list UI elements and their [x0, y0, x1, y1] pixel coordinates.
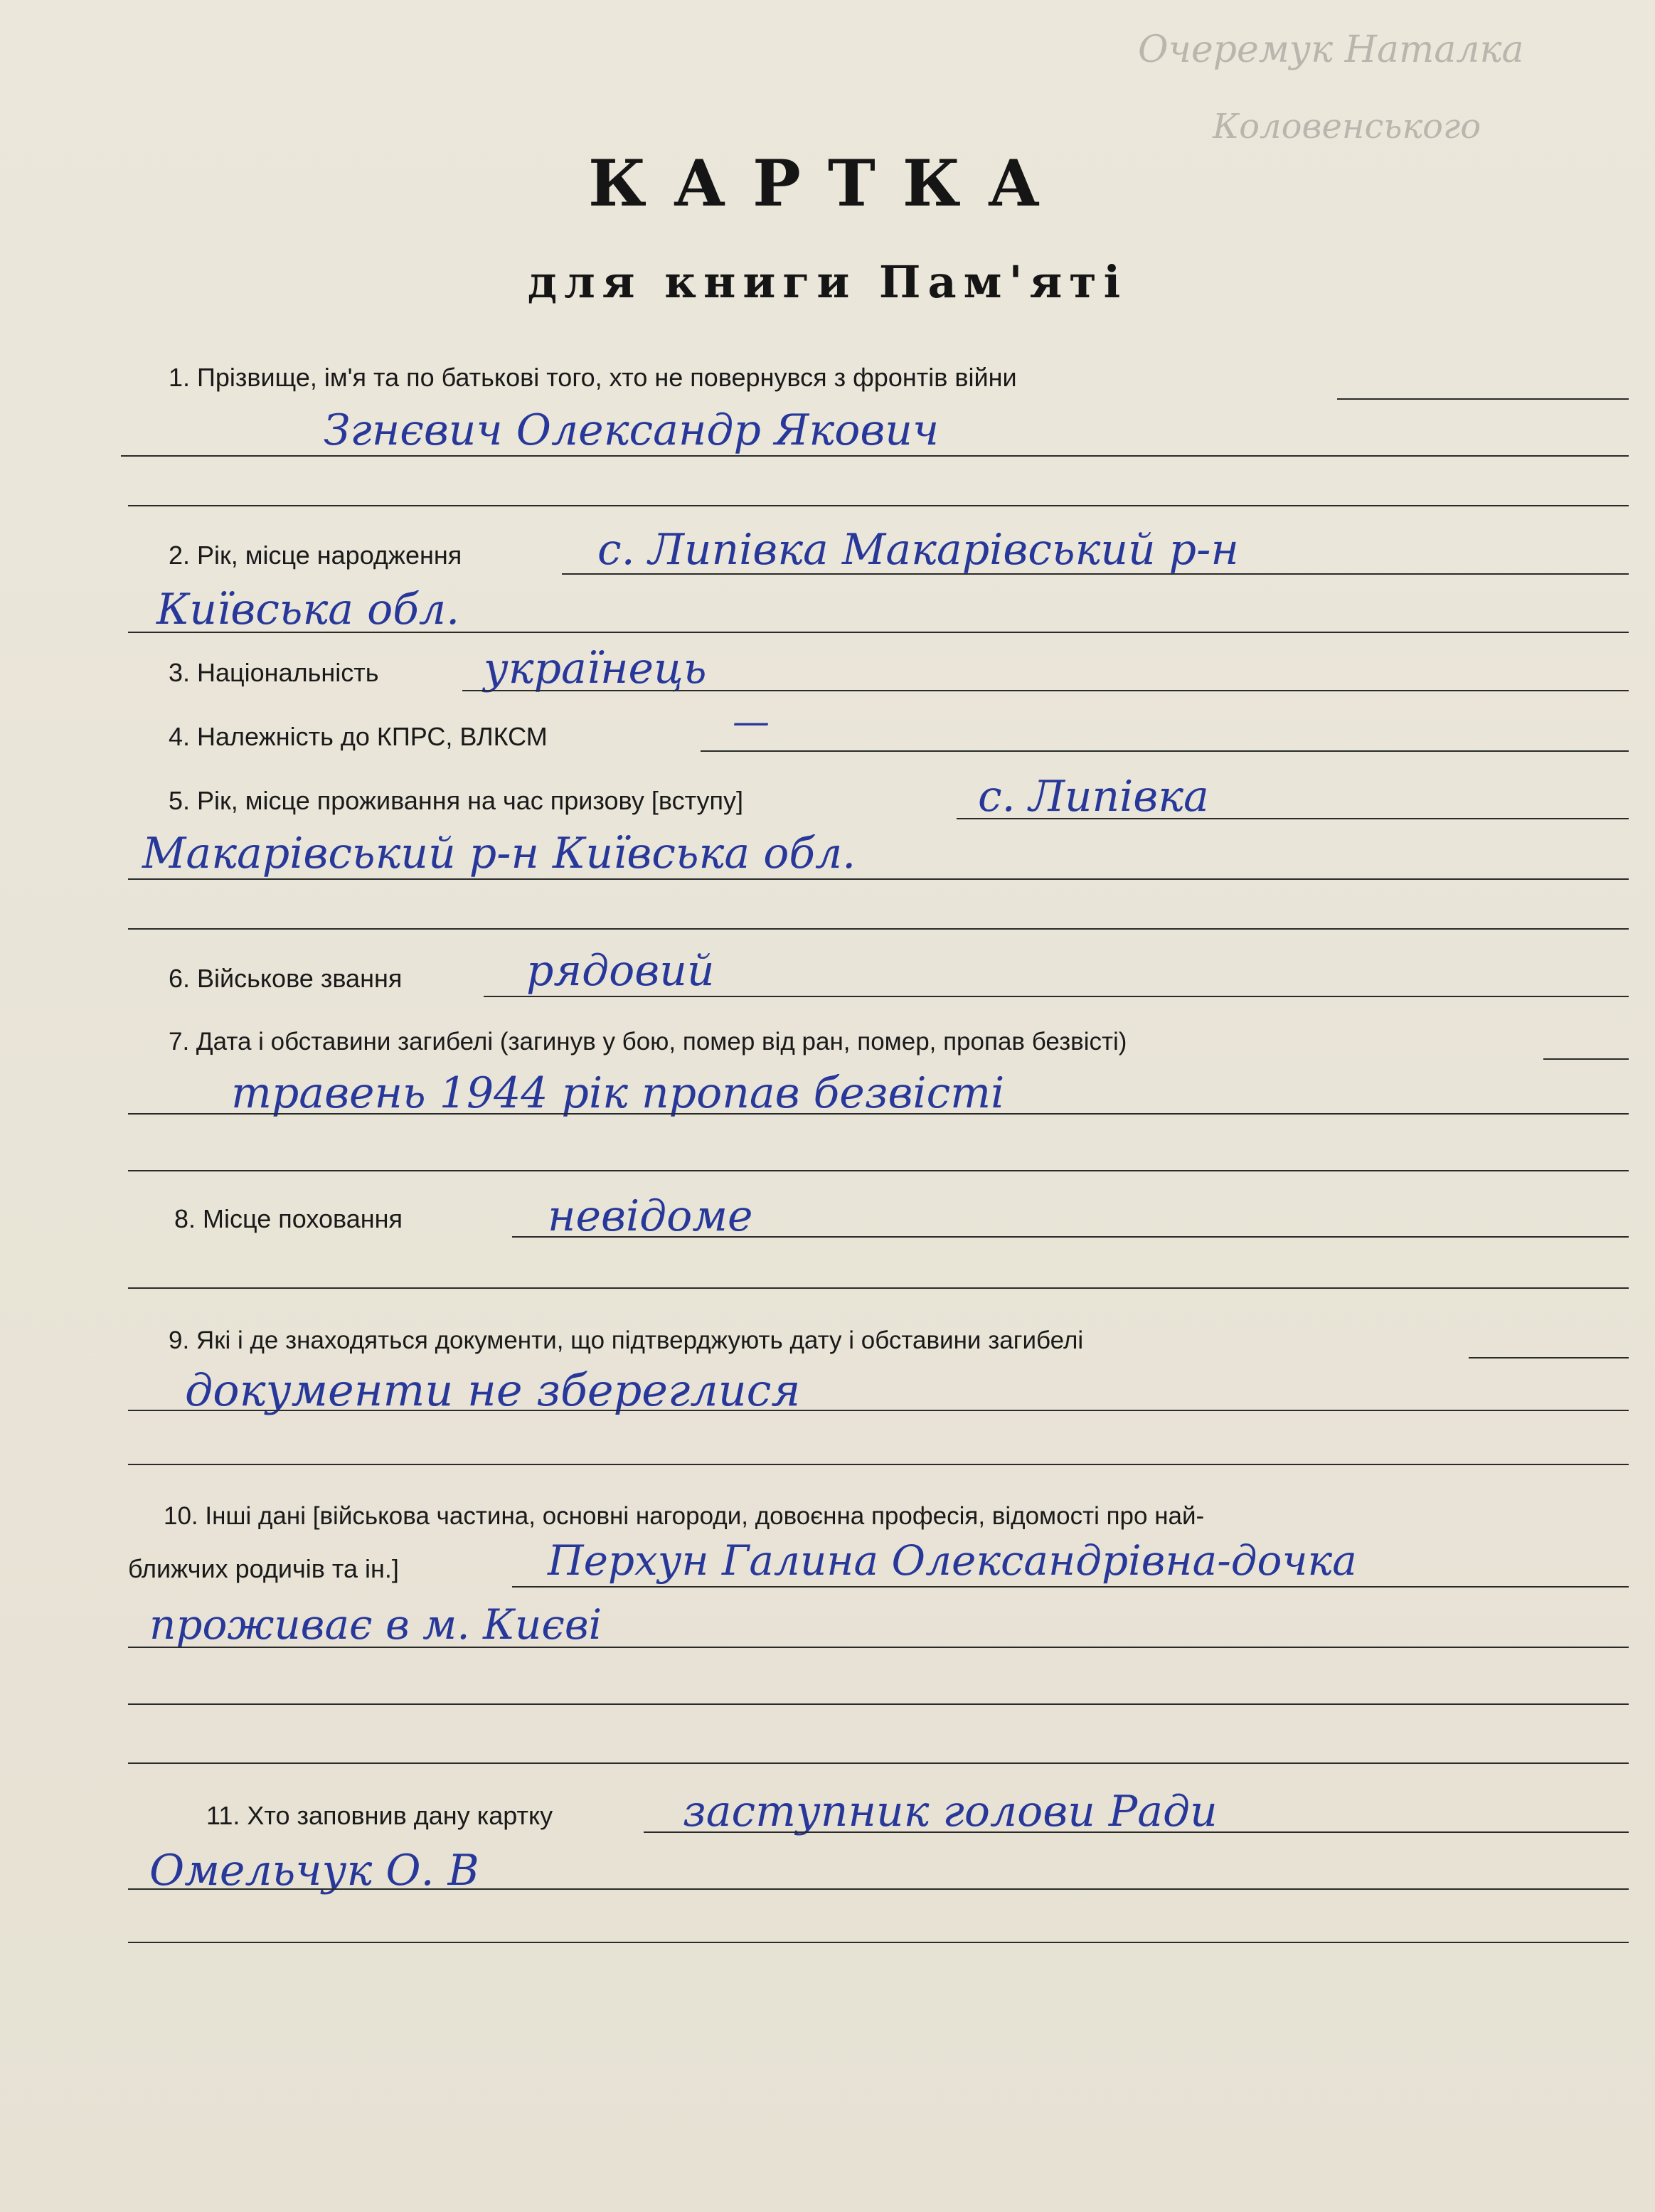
field-10-value-1: Перхун Галина Олександрівна-дочка	[548, 1536, 1357, 1585]
field-11-value-1: заступник голови Ради	[683, 1787, 1218, 1836]
field-11-line-c	[128, 1942, 1629, 1943]
field-8-value: невідоме	[548, 1191, 753, 1241]
field-7-line-a	[1543, 1058, 1629, 1060]
field-2-line-a	[562, 573, 1629, 575]
field-11-label: 11. Хто заповнив дану картку	[206, 1801, 553, 1830]
field-9-line-b	[128, 1410, 1629, 1411]
field-9-value: документи не збереглися	[185, 1364, 801, 1416]
field-10-line-d	[128, 1762, 1629, 1764]
field-4-line	[701, 750, 1629, 752]
field-2-value-1: с. Липівка Макарівський р-н	[597, 525, 1239, 575]
field-10-line-b	[128, 1647, 1629, 1648]
card-subtitle: для книги Пам'яті	[527, 256, 1128, 308]
corner-note-line-1: Очеремук Наталка	[1138, 28, 1524, 71]
field-6-line	[484, 996, 1629, 997]
field-1-line-b	[121, 455, 1629, 457]
field-4-value: —	[733, 701, 770, 743]
field-1-line-a	[1337, 398, 1629, 400]
field-6-value: рядовий	[526, 946, 715, 996]
field-10-label-2: ближчих родичів та ін.]	[128, 1554, 399, 1583]
field-11-value-2: Омельчук О. В	[149, 1846, 479, 1895]
field-3-line	[462, 690, 1629, 691]
field-8-line-b	[128, 1287, 1629, 1289]
field-1-line-c	[128, 505, 1629, 506]
field-7-label: 7. Дата і обставини загибелі (загинув у бою, помер від ран, помер, пропав безвісті)	[169, 1028, 1127, 1056]
field-7-line-b	[128, 1113, 1629, 1115]
field-11-line-a	[644, 1831, 1629, 1833]
field-5-line-b	[128, 878, 1629, 880]
field-4-label: 4. Належність до КПРС, ВЛКСМ	[169, 722, 548, 751]
field-10-line-a	[512, 1586, 1629, 1588]
field-6-label: 6. Військове звання	[169, 964, 403, 993]
field-10-value-2: проживає в м. Києві	[149, 1600, 602, 1649]
field-11-line-b	[128, 1888, 1629, 1890]
field-1-value: Згнєвич Олександр Якович	[324, 405, 940, 455]
corner-note-line-2: Коловенського	[1213, 107, 1481, 147]
field-7-line-c	[128, 1170, 1629, 1171]
field-3-label: 3. Національність	[169, 658, 379, 687]
field-9-line-c	[128, 1464, 1629, 1465]
field-1-label: 1. Прізвище, ім'я та по батькові того, хто не повернувся з фронтів війни	[169, 363, 1017, 392]
field-8-line-a	[512, 1236, 1629, 1238]
field-9-line-a	[1469, 1357, 1629, 1358]
field-5-line-c	[128, 928, 1629, 930]
field-3-value: українець	[484, 644, 707, 693]
field-10-line-c	[128, 1703, 1629, 1705]
field-10-label-1: 10. Інші дані [військова частина, основні нагороди, довоєнна професія, відомості про най-	[164, 1502, 1205, 1530]
field-2-line-b	[128, 632, 1629, 633]
field-2-value-2: Київська обл.	[156, 585, 460, 634]
field-5-line-a	[957, 818, 1629, 819]
field-2-label: 2. Рік, місце народження	[169, 541, 462, 570]
field-5-value-1: с. Липівка	[978, 772, 1209, 821]
card-title: КАРТКА	[588, 146, 1067, 221]
field-9-label: 9. Які і де знаходяться документи, що підтверджують дату і обставини загибелі	[169, 1326, 1084, 1354]
field-7-value: травень 1944 рік пропав безвісті	[231, 1068, 1005, 1118]
field-8-label: 8. Місце поховання	[174, 1204, 403, 1233]
field-5-value-2: Макарівський р-н Київська обл.	[142, 829, 856, 878]
field-5-label: 5. Рік, місце проживання на час призову [вступу]	[169, 786, 743, 815]
